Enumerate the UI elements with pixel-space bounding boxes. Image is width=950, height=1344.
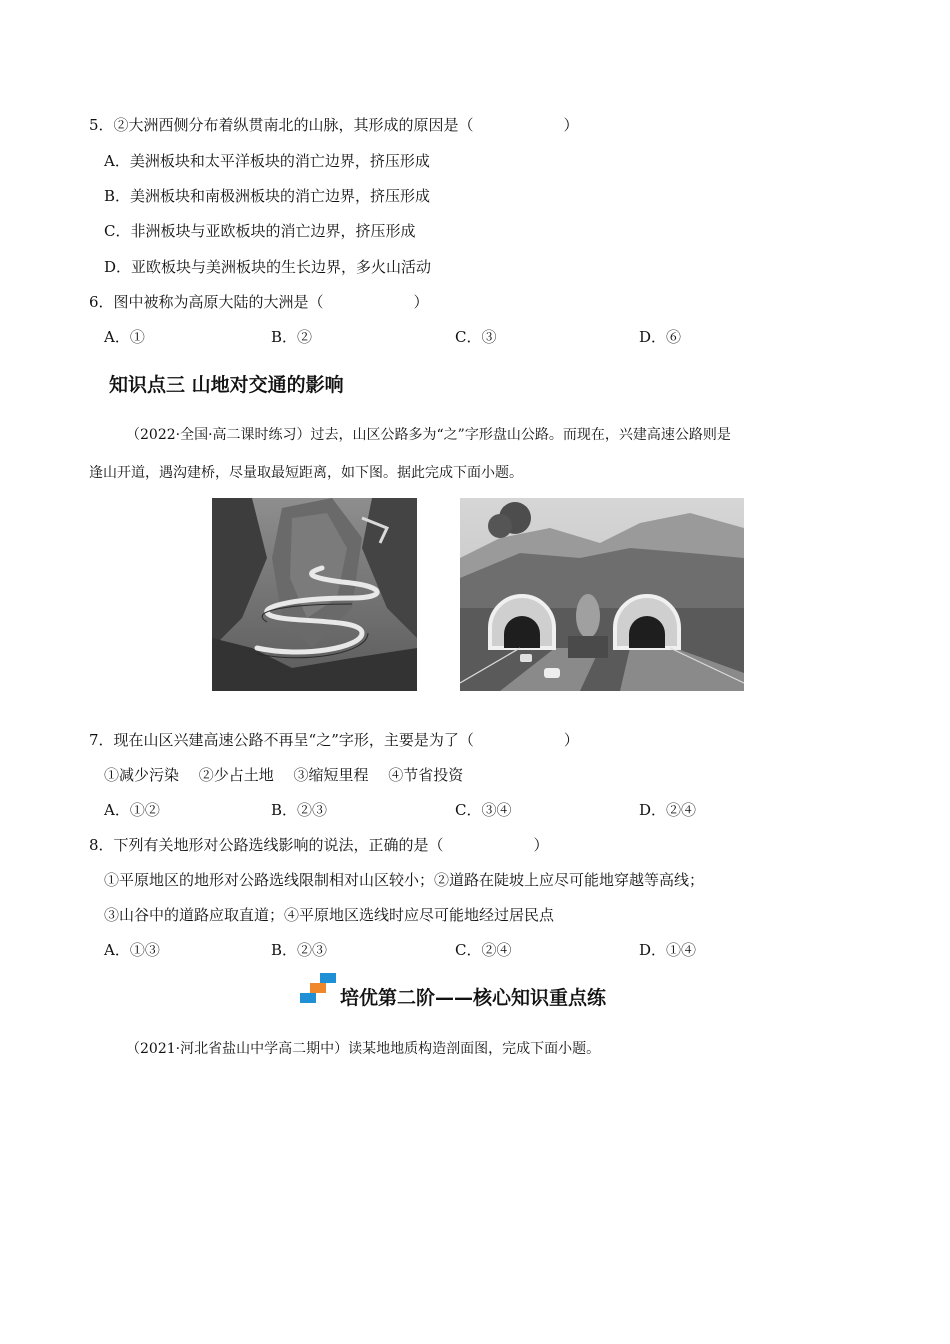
banner-title: 培优第二阶——核心知识重点练 — [340, 987, 607, 1009]
q5-option-d: D．亚欧板块与美洲板块的生长边界，多火山活动 — [104, 258, 432, 276]
q6-stem: 6．图中被称为高原大陆的大洲是（ ） — [89, 293, 429, 311]
q8-item-line-1: ①平原地区的地形对公路选线限制相对山区较小；②道路在陡坡上应尽可能地穿越等高线； — [104, 871, 705, 889]
highway-tunnel-photo — [460, 498, 744, 691]
q8-option-a: A．①③ — [104, 941, 160, 959]
banner-logo-icon — [298, 972, 338, 1004]
q7-option-c: C．③④ — [455, 801, 512, 819]
q7-stem: 7．现在山区兴建高速公路不再呈“之”字形，主要是为了（ ） — [89, 731, 579, 749]
intro2-line-1: （2021·河北省盐山中学高二期中）读某地地质构造剖面图，完成下面小题。 — [126, 1041, 601, 1057]
q6-option-d: D．⑥ — [639, 328, 682, 346]
q8-option-d: D．①④ — [639, 941, 697, 959]
winding-road-photo — [212, 498, 417, 691]
q5-option-b: B．美洲板块和南极洲板块的消亡边界，挤压形成 — [104, 187, 431, 205]
q8-option-c: C．②④ — [455, 941, 512, 959]
q5-option-a: A．美洲板块和太平洋板块的消亡边界，挤压形成 — [104, 152, 430, 170]
q5-option-c: C．非洲板块与亚欧板块的消亡边界，挤压形成 — [104, 222, 416, 240]
q8-item-line-2: ③山谷中的道路应取直道；④平原地区选线时应尽可能地经过居民点 — [104, 906, 555, 924]
q6-option-a: A．① — [104, 328, 145, 346]
intro-line-1: （2022·全国·高二课时练习）过去，山区公路多为“之”字形盘山公路。而现在，兴建高速公路则是 — [126, 427, 731, 443]
q7-option-a: A．①② — [104, 801, 160, 819]
q8-stem: 8．下列有关地形对公路选线影响的说法，正确的是（ ） — [89, 836, 549, 854]
intro-line-2: 逢山开道，遇沟建桥，尽量取最短距离，如下图。据此完成下面小题。 — [89, 465, 523, 481]
q7-option-d: D．②④ — [639, 801, 697, 819]
q6-option-c: C．③ — [455, 328, 497, 346]
q7-option-b: B．②③ — [271, 801, 328, 819]
section-heading: 知识点三 山地对交通的影响 — [109, 374, 344, 396]
q8-option-b: B．②③ — [271, 941, 328, 959]
q6-option-b: B．② — [271, 328, 313, 346]
q7-items: ①减少污染 ②少占土地 ③缩短里程 ④节省投资 — [104, 766, 464, 784]
q5-stem: 5．②大洲西侧分布着纵贯南北的山脉，其形成的原因是（ ） — [89, 116, 579, 134]
